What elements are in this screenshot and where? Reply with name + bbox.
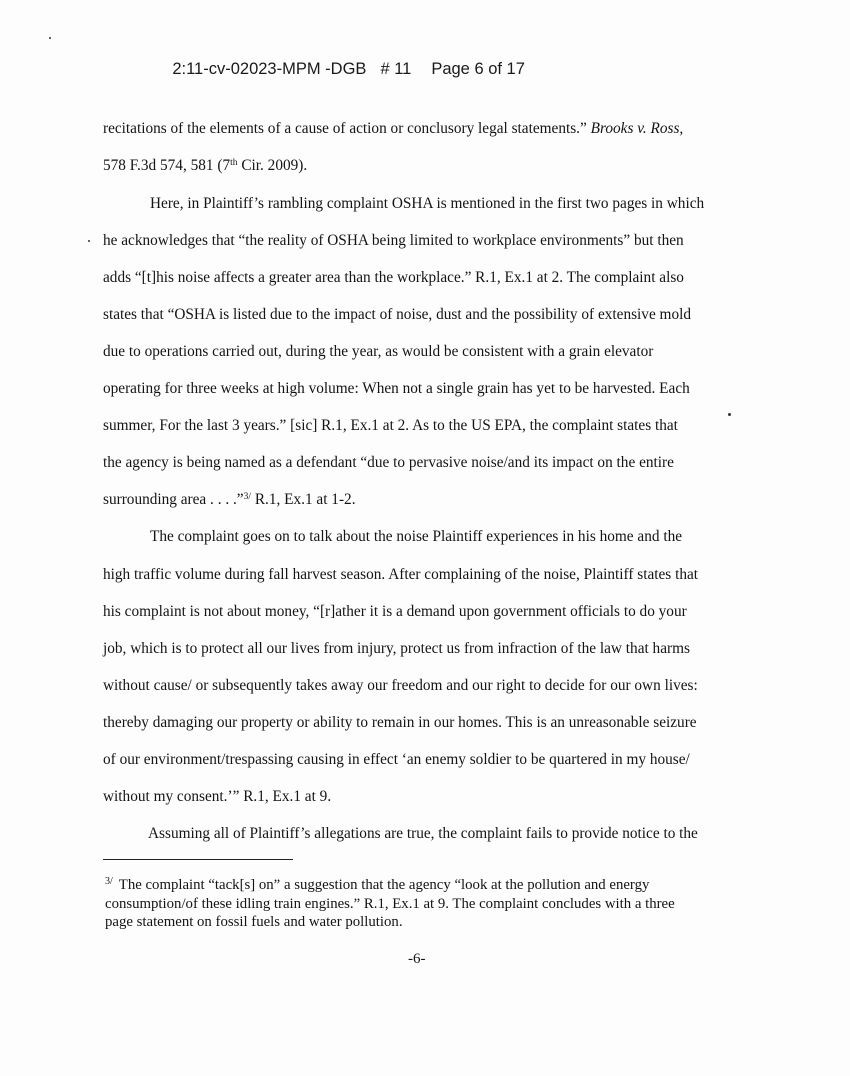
case-citation: Brooks v. Ross, (590, 120, 684, 137)
body-line: of our environment/trespassing causing in effect ‘an enemy soldier to be quartered in my house/ (103, 751, 690, 768)
scan-speck (88, 240, 90, 242)
body-line: thereby damaging our property or ability to remain in our homes. This is an unreasonable seizure (103, 714, 697, 731)
body-line: 578 F.3d 574, 581 (7th Cir. 2009). (103, 157, 308, 174)
body-line: the agency is being named as a defendant “due to pervasive noise/and its impact on the entire (103, 454, 674, 471)
body-line: his complaint is not about money, “[r]ather it is a demand upon government officials to do your (103, 603, 687, 620)
body-line: recitations of the elements of a cause of action or conclusory legal statements.” Brooks v. Ross, (103, 120, 684, 137)
body-line: states that “OSHA is listed due to the impact of noise, dust and the possibility of extensive mold (103, 306, 692, 323)
footnote-mark: 3/ (105, 876, 113, 887)
court-filing-header (154, 41, 525, 98)
page-count-label: Page 6 of 17 (431, 60, 525, 78)
body-line: without my consent.’” R.1, Ex.1 at 9. (103, 788, 332, 805)
paragraph-first-line: Here, in Plaintiff’s rambling complaint OSHA is mentioned in the first two pages in which (150, 195, 705, 212)
footnote-line: $^{3/}$ The complaint “tack[s] on” a suggestion that the agency “look at the pollution and energy (105, 876, 650, 893)
body-line: job, which is to protect all our lives from injury, protect us from infraction of the law that harms (103, 640, 690, 657)
body-line: high traffic volume during fall harvest season. After complaining of the noise, Plaintiff states that (103, 566, 699, 583)
paragraph-first-line: Assuming all of Plaintiff’s allegations are true, the complaint fails to provide notice to the (148, 825, 698, 842)
page-number: -6- (408, 951, 426, 967)
footnote-line: consumption/of these idling train engines.” R.1, Ex.1 at 9. The complaint concludes with a three (105, 896, 675, 912)
body-line: summer, For the last 3 years.” [sic] R.1, Ex.1 at 2. As to the US EPA, the complaint states that (103, 417, 678, 434)
ordinal-superscript: th (230, 158, 238, 168)
footnote-line: page statement on fossil fuels and water pollution. (105, 914, 403, 930)
scan-speck (728, 413, 731, 416)
paragraph-first-line: The complaint goes on to talk about the noise Plaintiff experiences in his home and the (150, 528, 683, 545)
body-line: surrounding area . . . .”$^{3/}$ R.1, Ex.1 at 1-2. (103, 491, 356, 508)
body-line: without cause/ or subsequently takes away our freedom and our right to decide for our own lives: (103, 677, 698, 694)
body-line: due to operations carried out, during the year, as would be consistent with a grain elevator (103, 343, 654, 360)
case-number: 2:11-cv-02023-MPM -DGB (172, 60, 367, 78)
body-line: operating for three weeks at high volume: When not a single grain has yet to be harvested. Each (103, 380, 690, 397)
body-line: he acknowledges that “the reality of OSHA being limited to workplace environments” but then (103, 232, 684, 249)
document-number: # 11 (380, 60, 412, 78)
footnote-divider (103, 859, 293, 860)
body-line: adds “[t]his noise affects a greater area than the workplace.” R.1, Ex.1 at 2. The complaint also (103, 269, 684, 286)
footnote-reference-mark: 3/ (243, 492, 251, 502)
scan-speck (49, 37, 51, 39)
